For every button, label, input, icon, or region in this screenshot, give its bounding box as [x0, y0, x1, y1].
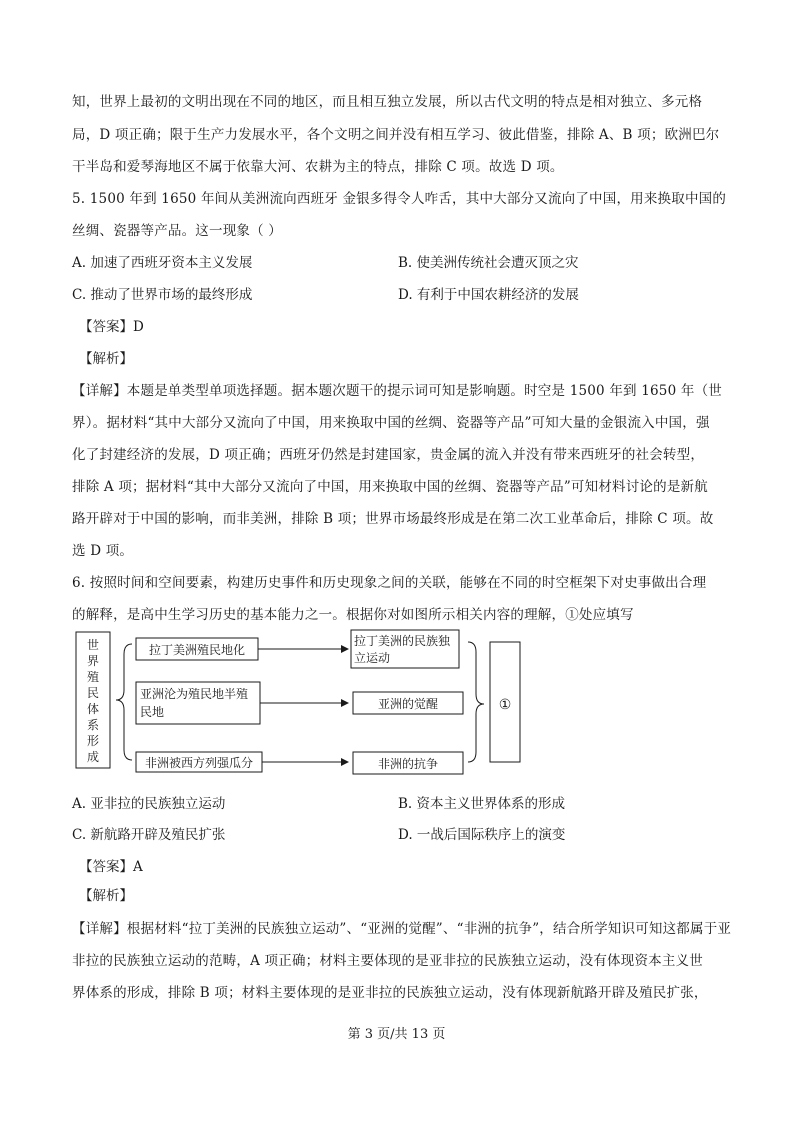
diagram-cause-3: 非洲被西方列强瓜分	[144, 756, 254, 770]
q5-stem-line-1: 5. 1500 年到 1650 年间从美洲流向西班牙 金银多得令人咋舌，其中大部分又流向了中国，用来换取中国的	[72, 191, 727, 207]
q5-option-c: C. 推动了世界市场的最终形成	[72, 287, 253, 303]
diagram-left-char-0: 世	[86, 638, 100, 652]
intro-line-1: 知，世界上最初的文明出现在不同的地区，而且相互独立发展，所以古代文明的特点是相对独立、多元格	[72, 94, 703, 110]
q5-detail-line-6: 选 D 项。	[72, 543, 134, 559]
q5-detail-line-3: 化了封建经济的发展，D 项正确；西班牙仍然是封建国家，贵金属的流入并没有带来西班牙的社会转型，	[72, 447, 705, 463]
diagram-left-char-4: 体	[86, 702, 100, 716]
diagram-left-char-5: 系	[86, 718, 100, 732]
q6-analysis-label: 【解析】	[79, 888, 133, 904]
q6-answer: 【答案】A	[79, 859, 143, 875]
diagram-result: ①	[498, 697, 512, 713]
q5-option-b: B. 使美洲传统社会遭灭顶之灾	[398, 255, 579, 271]
diagram-effect-1-line-1: 拉丁美洲的民族独	[354, 634, 451, 648]
q6-detail-line-2: 非拉的民族独立运动的范畴，A 项正确；材料主要体现的是亚非拉的民族独立运动，没有体现资本主义世	[72, 953, 703, 969]
q5-analysis-label: 【解析】	[79, 351, 133, 367]
diagram-effect-3: 非洲的抗争	[377, 757, 439, 771]
q5-answer: 【答案】D	[79, 319, 144, 335]
q5-detail-line-5: 路开辟对于中国的影响，而非美洲，排除 B 项；世界市场最终形成是在第二次工业革命后，排除 C 项。故	[72, 511, 714, 527]
q6-option-b: B. 资本主义世界体系的形成	[398, 796, 566, 812]
diagram-effect-2: 亚洲的觉醒	[377, 697, 439, 711]
q5-option-d: D. 有利于中国农耕经济的发展	[398, 287, 579, 303]
q5-detail-line-2: 界）。据材料“其中大部分又流向了中国，用来换取中国的丝绸、瓷器等产品”可知大量的金银流入中国，强	[72, 415, 710, 431]
q6-detail-line-1: 【详解】根据材料“拉丁美洲的民族独立运动”、“亚洲的觉醒”、“非洲的抗争”，结合所学知识可知这都属于亚	[72, 921, 732, 937]
q5-option-a: A. 加速了西班牙资本主义发展	[72, 255, 253, 271]
diagram-right-bracket	[468, 642, 484, 762]
diagram-cause-1: 拉丁美洲殖民地化	[148, 643, 246, 657]
diagram-cause-2-line-1: 亚洲沦为殖民地半殖	[140, 687, 249, 701]
q6-stem-line-2: 的解释，是高中生学习历史的基本能力之一。根据你对如图所示相关内容的理解，①处应填写	[72, 607, 634, 623]
q6-stem-line-1: 6. 按照时间和空间要素，构建历史事件和历史现象之间的关联，能够在不同的时空框架下对史事做出合理	[72, 575, 707, 591]
diagram-left-char-3: 民	[86, 686, 100, 700]
diagram-left-char-7: 成	[86, 750, 100, 764]
q5-stem-line-2: 丝绸、瓷器等产品。这一现象（ ）	[72, 223, 282, 239]
diagram-cause-2-line-2: 民地	[140, 705, 165, 719]
q6-option-a: A. 亚非拉的民族独立运动	[72, 796, 226, 812]
page-footer: 第 3 页/共 13 页	[347, 1027, 446, 1042]
diagram-left-char-1: 界	[86, 654, 100, 668]
q5-detail-line-4: 排除 A 项；据材料“其中大部分又流向了中国，用来换取中国的丝绸、瓷器等产品”可知材料讨论的是新航	[72, 479, 708, 495]
intro-line-2: 局，D 项正确；限于生产力发展水平，各个文明之间并没有相互学习、彼此借鉴，排除 A、B 项；欧洲巴尔	[72, 127, 720, 143]
diagram-left-char-2: 殖	[86, 670, 100, 684]
diagram-left-char-6: 形	[86, 734, 100, 748]
q6-option-c: C. 新航路开辟及殖民扩张	[72, 827, 226, 843]
q6-detail-line-3: 界体系的形成，排除 B 项；材料主要体现的是亚非拉的民族独立运动，没有体现新航路开辟及殖民扩张，	[72, 985, 708, 1001]
q6-diagram	[70, 628, 530, 776]
diagram-left-bracket	[116, 644, 132, 760]
q6-option-d: D. 一战后国际秩序上的演变	[398, 827, 566, 843]
intro-line-3: 干半岛和爱琴海地区不属于依靠大河、农耕为主的特点，排除 C 项。故选 D 项。	[72, 159, 564, 175]
q5-detail-line-1: 【详解】本题是单类型单项选择题。据本题次题干的提示词可知是影响题。时空是 1500 年到 1650 年（世	[72, 383, 722, 399]
diagram-effect-1-line-2: 立运动	[354, 651, 391, 665]
